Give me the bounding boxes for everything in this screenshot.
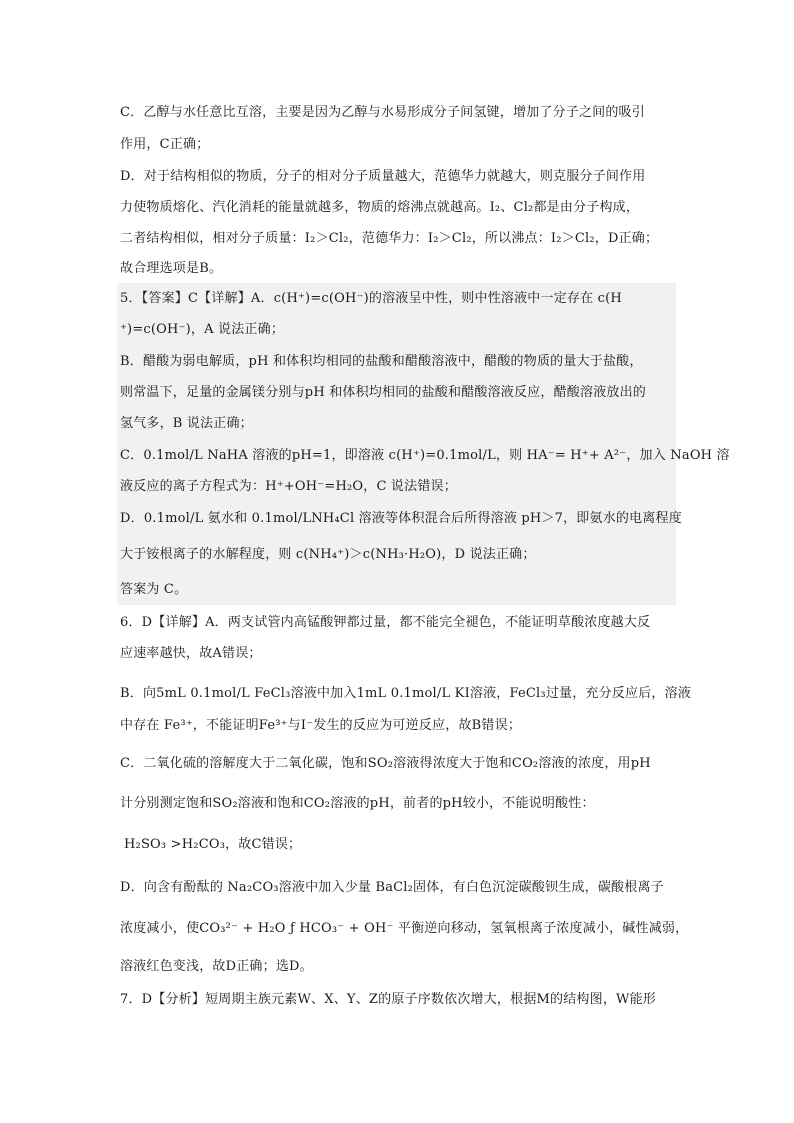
text-line: B．醋酸为弱电解质，pH 和体积均相同的盐酸和醋酸溶液中，醋酸的物质的量大于盐酸， (120, 354, 643, 369)
text-line: 6．D【详解】A．两支试管内高锰酸钾都过量，都不能完全褪色，不能证明草酸浓度越大反 (120, 615, 651, 630)
text-line: 溶液红色变浅，故D正确；选D。 (120, 959, 313, 974)
text-line: C．乙醇与水任意比互溶，主要是因为乙醇与水易形成分子间氢键，增加了分子之间的吸引 (120, 105, 645, 120)
text-line: 应速率越快，故A错误； (120, 646, 262, 661)
text-line: 答案为 C。 (120, 582, 188, 597)
text-line: 计分别测定饱和SO₂溶液和饱和CO₂溶液的pH，前者的pH较小，不能说明酸性： (120, 796, 595, 811)
text-line: H₂SO₃ >H₂CO₃，故C错误； (124, 837, 302, 852)
text-line: B．向5mL 0.1mol/L FeCl₃溶液中加入1mL 0.1mol/L KI溶液，FeCl₃过量，充分反应后，溶液 (120, 686, 692, 701)
text-line: 氢气多，B 说法正确； (120, 416, 253, 431)
text-line: 液反应的离子方程式为：H⁺+OH⁻=H₂O，C 说法错误； (120, 479, 457, 494)
text-line: 则常温下，足量的金属镁分别与pH 和体积均相同的盐酸和醋酸溶液反应，醋酸溶液放出的 (120, 385, 646, 400)
text-line: D．0.1mol/L 氨水和 0.1mol/LNH₄Cl 溶液等体积混合后所得溶液 pH＞7，即氨水的电离程度 (120, 511, 682, 526)
text-line: 二者结构相似，相对分子质量：I₂＞Cl₂，范德华力：I₂＞Cl₂，所以沸点：I₂＞Cl₂，D正确； (120, 231, 659, 246)
text-line: 大于铵根离子的水解程度，则 c(NH₄⁺)＞c(NH₃·H₂O)，D 说法正确； (120, 547, 536, 562)
text-line: D．向含有酚酞的 Na₂CO₃溶液中加入少量 BaCl₂固体，有白色沉淀碳酸钡生成，碳酸根离子 (120, 880, 664, 895)
text-line: 作用，C正确； (120, 137, 210, 152)
text-line: ⁺)=c(OH⁻)，A 说法正确； (120, 322, 285, 337)
text-line: 5．【答案】C【详解】A．c(H⁺)=c(OH⁻)的溶液呈中性，则中性溶液中一定存在 c(H (120, 291, 622, 306)
text-line: D．对于结构相似的物质，分子的相对分子质量越大，范德华力就越大，则克服分子间作用 (120, 169, 646, 184)
text-line: 7．D【分析】短周期主族元素W、X、Y、Z的原子序数依次增大，根据M的结构图，W能形 (120, 992, 656, 1007)
text-line: C．二氧化硫的溶解度大于二氧化碳，饱和SO₂溶液得浓度大于饱和CO₂溶液的浓度，用pH (120, 756, 651, 771)
text-line: 力使物质熔化、汽化消耗的能量就越多，物质的熔沸点就越高。I₂、Cl₂都是由分子构成， (120, 200, 640, 215)
text-line: C．0.1mol/L NaHA 溶液的pH=1，即溶液 c(H⁺)=0.1mol/L，则 HA⁻= H⁺+ A²⁻，加入 NaOH 溶 (120, 448, 730, 463)
text-line: 中存在 Fe³⁺，不能证明Fe³⁺与I⁻发生的反应为可逆反应，故B错误； (120, 718, 522, 733)
text-line: 故合理选项是B。 (120, 261, 223, 276)
text-line: 浓度减小，使CO₃²⁻ + H₂O ƒ HCO₃⁻ + OH⁻ 平衡逆向移动，氢氧根离子浓度减小，碱性减弱， (120, 921, 689, 936)
